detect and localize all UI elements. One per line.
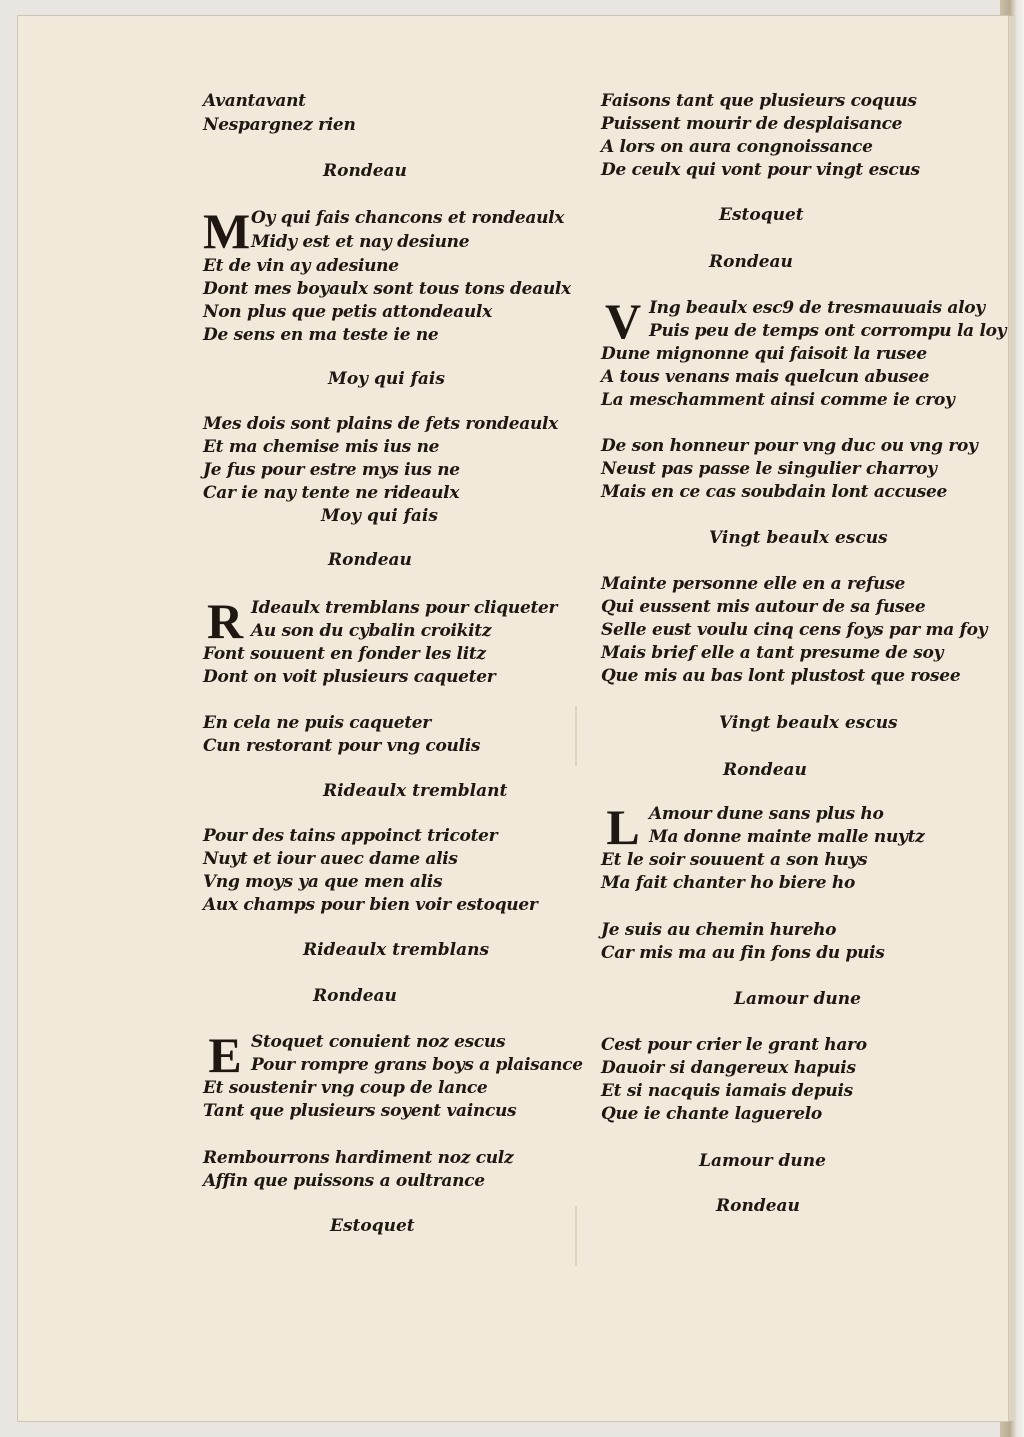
- verse-line: Font souuent en fonder les litz: [203, 644, 486, 664]
- decorated-initial: R: [206, 593, 244, 649]
- section-heading: Rideaulx tremblans: [303, 940, 490, 960]
- decorated-initial: M: [203, 203, 251, 259]
- verse-line: Mes dois sont plains de fets rondeaulx: [203, 414, 559, 434]
- verse-line: Faisons tant que plusieurs coquus: [601, 91, 917, 111]
- verse-line: Puissent mourir de desplaisance: [601, 114, 903, 134]
- verse-line: Affin que puissons a oultrance: [203, 1171, 485, 1191]
- verse-line: Mais en ce cas soubdain lont accusee: [601, 482, 948, 502]
- verse-line: Cest pour crier le grant haro: [601, 1035, 867, 1055]
- section-heading: Vingt beaulx escus: [709, 528, 888, 548]
- verse-line: Neust pas passe le singulier charroy: [601, 459, 937, 479]
- verse-line: Selle eust voulu cinq cens foys par ma foy: [601, 620, 988, 640]
- verse-line: Que mis au bas lont plustost que rosee: [601, 666, 961, 686]
- verse-line: Car mis ma au fin fons du puis: [601, 943, 885, 963]
- center-fold-mark: [575, 1206, 577, 1266]
- verse-line: Stoquet conuient noz escus: [251, 1032, 506, 1052]
- verse-line: A lors on aura congnoissance: [601, 137, 873, 157]
- verse-line: Tant que plusieurs soyent vaincus: [203, 1101, 517, 1121]
- verse-line: Je suis au chemin hureho: [601, 920, 837, 940]
- verse-line: Ma fait chanter ho biere ho: [601, 873, 856, 893]
- book-page: [18, 16, 1008, 1421]
- verse-line: Dune mignonne qui faisoit la rusee: [601, 344, 927, 364]
- verse-line: De ceulx qui vont pour vingt escus: [601, 160, 920, 180]
- decorated-initial: V: [604, 293, 642, 349]
- section-heading: Rondeau: [323, 161, 407, 181]
- verse-line: Vng moys ya que men alis: [203, 872, 443, 892]
- verse-line: Pour rompre grans boys a plaisance: [251, 1055, 583, 1075]
- verse-line: Aux champs pour bien voir estoquer: [203, 895, 538, 915]
- verse-line: Et si nacquis iamais depuis: [601, 1081, 853, 1101]
- verse-line: Qui eussent mis autour de sa fusee: [601, 597, 926, 617]
- verse-line: Rembourrons hardiment noz culz: [203, 1148, 514, 1168]
- section-heading: Rideaulx tremblant: [323, 781, 508, 801]
- verse-line: Nuyt et iour auec dame alis: [203, 849, 458, 869]
- section-heading: Lamour dune: [699, 1151, 826, 1171]
- verse-line: Et le soir souuent a son huys: [601, 850, 868, 870]
- verse-line: Non plus que petis attondeaulx: [203, 302, 492, 322]
- verse-line: A tous venans mais quelcun abusee: [601, 367, 930, 387]
- section-heading: Rondeau: [709, 252, 793, 272]
- verse-line: Et soustenir vng coup de lance: [203, 1078, 488, 1098]
- refrain-line: Moy qui fais: [321, 506, 438, 526]
- center-fold-mark: [575, 706, 577, 766]
- verse-line: Dont on voit plusieurs caqueter: [203, 667, 496, 687]
- verse-line: En cela ne puis caqueter: [203, 713, 431, 733]
- verse-line: Que ie chante laguerelo: [601, 1104, 822, 1124]
- section-heading: Lamour dune: [734, 989, 861, 1009]
- verse-line: Ma donne mainte malle nuytz: [649, 827, 925, 847]
- section-heading: Rondeau: [716, 1196, 800, 1216]
- verse-line: Mais brief elle a tant presume de soy: [601, 643, 944, 663]
- decorated-initial: E: [208, 1027, 242, 1083]
- verse-line: Ideaulx tremblans pour cliqueter: [251, 598, 558, 618]
- decorated-initial: L: [606, 799, 640, 855]
- verse-line: Oy qui fais chancons et rondeaulx: [251, 208, 565, 228]
- section-heading: Moy qui fais: [328, 369, 445, 389]
- verse-line: Car ie nay tente ne rideaulx: [203, 483, 460, 503]
- verse-line: Je fus pour estre mys ius ne: [203, 460, 460, 480]
- verse-line: Et de vin ay adesiune: [203, 256, 399, 276]
- verse-line: Au son du cybalin croikitz: [251, 621, 492, 641]
- section-heading: Estoquet: [330, 1216, 415, 1236]
- section-heading: Rondeau: [328, 550, 412, 570]
- verse-line: Dauoir si dangereux hapuis: [601, 1058, 856, 1078]
- verse-line: Midy est et nay desiune: [251, 232, 470, 252]
- section-heading: Estoquet: [719, 205, 804, 225]
- verse-line: Amour dune sans plus ho: [649, 804, 884, 824]
- verse-line: Dont mes boyaulx sont tous tons deaulx: [203, 279, 571, 299]
- section-heading: Vingt beaulx escus: [719, 713, 898, 733]
- verse-line: La meschamment ainsi comme ie croy: [601, 390, 955, 410]
- verse-line: Pour des tains appoinct tricoter: [203, 826, 498, 846]
- verse-line: De sens en ma teste ie ne: [203, 325, 439, 345]
- section-heading: Rondeau: [313, 986, 397, 1006]
- verse-line: Puis peu de temps ont corrompu la loy: [649, 321, 1007, 341]
- verse-line: Cun restorant pour vng coulis: [203, 736, 481, 756]
- verse-line: Ing beaulx esc9 de tresmauuais aloy: [649, 298, 985, 318]
- section-heading: Rondeau: [723, 760, 807, 780]
- verse-line: Mainte personne elle en a refuse: [601, 574, 905, 594]
- verse-line: Nespargnez rien: [203, 115, 356, 135]
- verse-line: Et ma chemise mis ius ne: [203, 437, 440, 457]
- verse-line: De son honneur pour vng duc ou vng roy: [601, 436, 978, 456]
- verse-line: Avantavant: [203, 91, 306, 111]
